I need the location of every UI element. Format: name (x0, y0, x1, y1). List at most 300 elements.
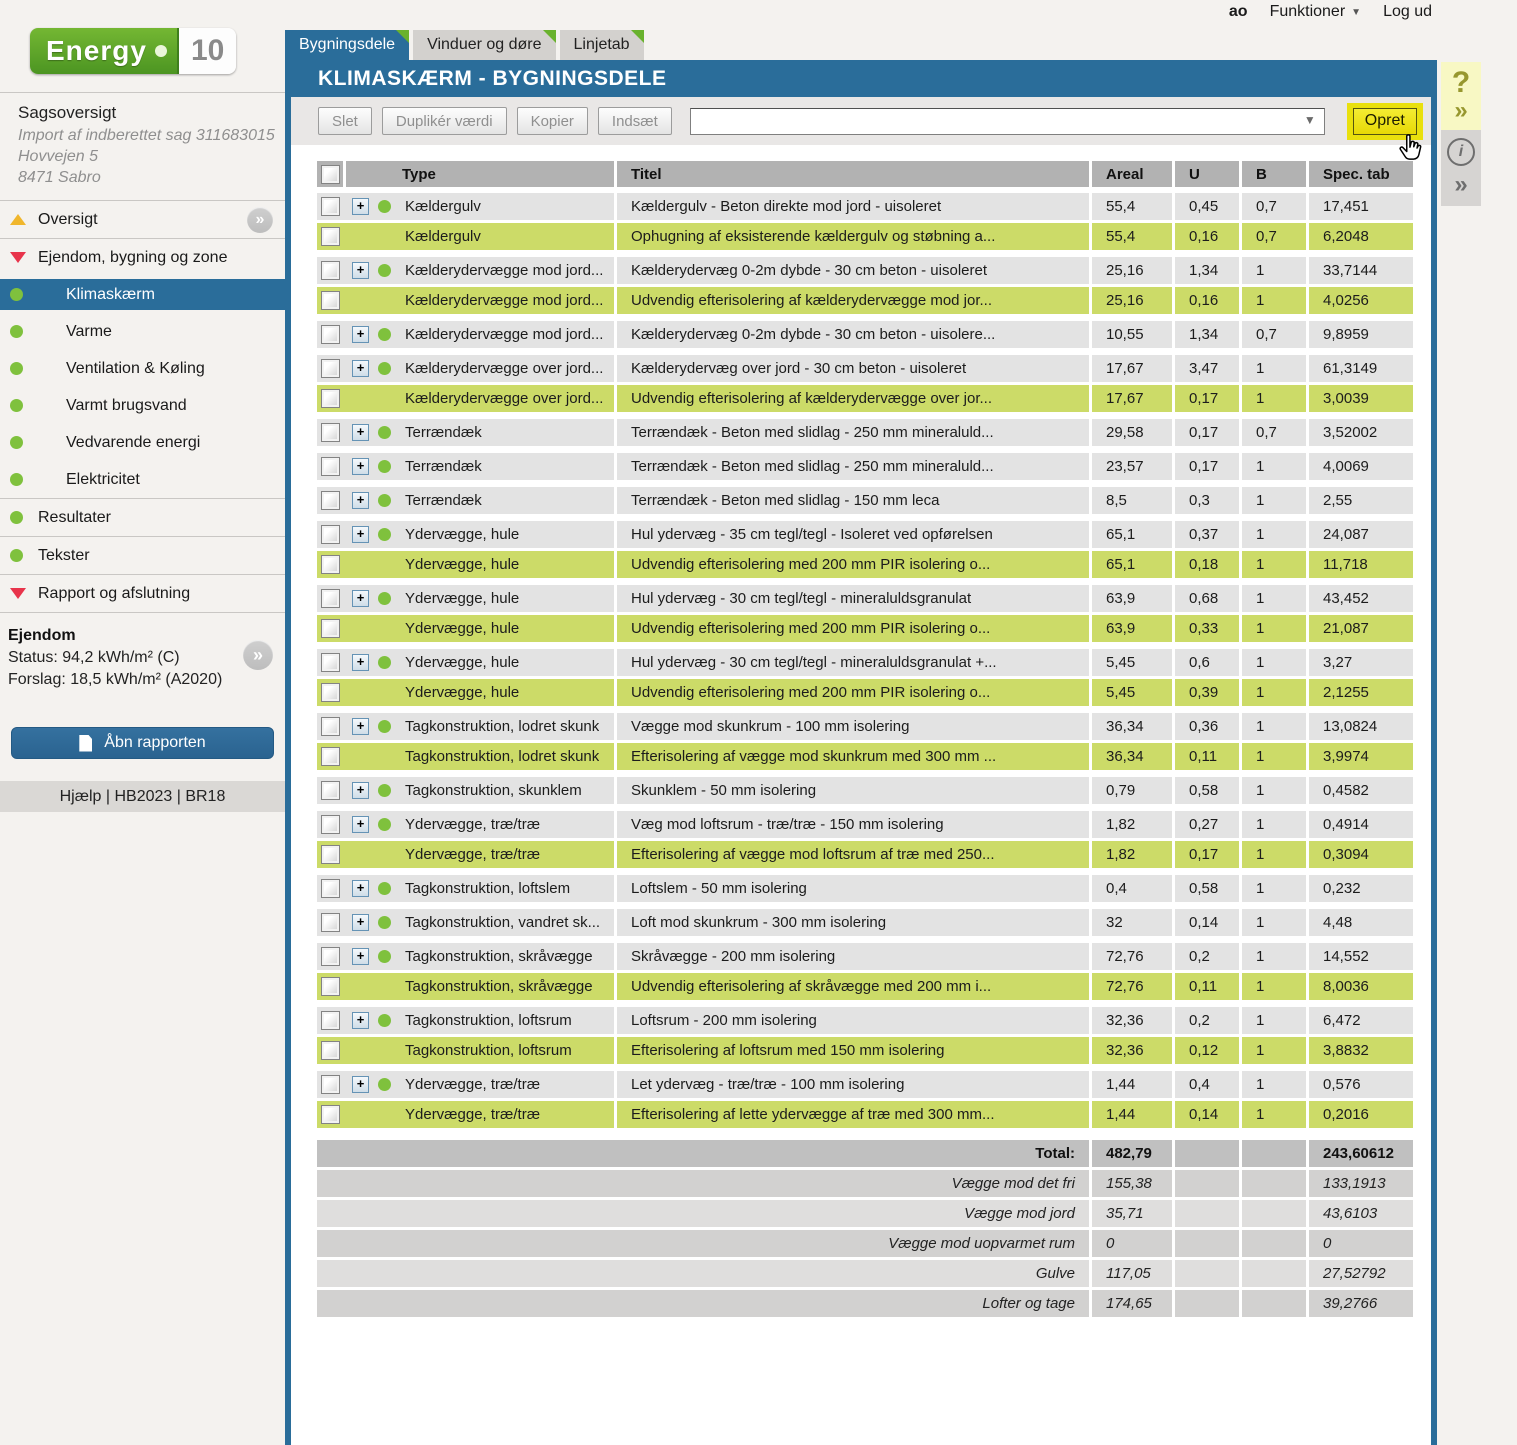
table-row[interactable] (317, 193, 1413, 220)
spec-tab-cell: 3,0039 (1309, 385, 1413, 412)
help-icon[interactable]: ? (1451, 66, 1471, 99)
sidebar-item-tekster[interactable]: Tekster (0, 537, 285, 574)
spec-tab-cell: 3,9974 (1309, 743, 1413, 770)
type-label: Ydervægge, træ/træ (405, 816, 541, 833)
type-label: Tagkonstruktion, vandret sk... (405, 914, 601, 931)
u-cell: 1,34 (1175, 257, 1239, 284)
spec-tab-cell: 13,0824 (1309, 713, 1413, 740)
row-checkbox[interactable] (321, 1075, 340, 1094)
table-row[interactable] (317, 1101, 1413, 1128)
spec-tab-cell: 3,8832 (1309, 1037, 1413, 1064)
u-cell: 0,2 (1175, 1007, 1239, 1034)
table-row[interactable] (317, 1037, 1413, 1064)
type-label: Ydervægge, træ/træ (405, 846, 541, 863)
tab-linjetab[interactable]: Linjetab (560, 30, 644, 60)
type-cell (317, 585, 614, 612)
areal-cell: 8,5 (1092, 487, 1172, 514)
sidebar (0, 0, 285, 1445)
row-checkbox[interactable] (321, 619, 340, 638)
row-checkbox[interactable] (321, 457, 340, 476)
status-dot-icon (378, 494, 391, 507)
info-icon[interactable]: i (1447, 138, 1475, 166)
total-spec: 133,1913 (1309, 1170, 1413, 1197)
expand-plus-icon[interactable]: + (352, 424, 369, 441)
row-checkbox[interactable] (321, 423, 340, 442)
spec-tab-cell: 43,452 (1309, 585, 1413, 612)
titel-cell: Kælderydervæg 0-2m dybde - 30 cm beton - uisoleret (617, 257, 1089, 284)
areal-cell: 1,44 (1092, 1071, 1172, 1098)
status-dot-icon (378, 818, 391, 831)
sidebar-item-varme[interactable]: Varme (0, 313, 285, 350)
u-cell: 0,12 (1175, 1037, 1239, 1064)
type-label: Ydervægge, hule (405, 556, 520, 573)
row-checkbox[interactable] (321, 491, 340, 510)
table-row[interactable] (317, 257, 1413, 284)
spec-tab-cell: 14,552 (1309, 943, 1413, 970)
kopier-button[interactable]: Kopier (517, 107, 588, 135)
row-checkbox[interactable] (321, 913, 340, 932)
table-row[interactable] (317, 321, 1413, 348)
u-cell: 0,58 (1175, 875, 1239, 902)
expand-plus-icon[interactable]: + (352, 948, 369, 965)
summary-row (317, 1170, 1413, 1197)
type-cell (317, 973, 614, 1000)
spec-tab-cell: 11,718 (1309, 551, 1413, 578)
total-spec: 39,2766 (1309, 1290, 1413, 1317)
areal-cell: 17,67 (1092, 355, 1172, 382)
table-row[interactable] (317, 811, 1413, 838)
type-cell (317, 943, 614, 970)
type-cell (317, 551, 614, 578)
status-dot-icon (10, 436, 30, 449)
table-header (317, 161, 1413, 187)
type-cell (317, 487, 614, 514)
spec-tab-cell: 0,4582 (1309, 777, 1413, 804)
expand-plus-icon[interactable]: + (352, 914, 369, 931)
table-row[interactable] (317, 453, 1413, 480)
row-checkbox[interactable] (321, 977, 340, 996)
row-checkbox[interactable] (321, 879, 340, 898)
areal-cell: 65,1 (1092, 521, 1172, 548)
titel-cell: Terrændæk - Beton med slidlag - 250 mm mineraluld... (617, 419, 1089, 446)
chevron-double-icon[interactable]: » (1454, 97, 1468, 124)
table-row[interactable] (317, 973, 1413, 1000)
forslag-line: Forslag: 18,5 kWh/m² (A2020) (8, 671, 223, 688)
titel-dropdown[interactable] (690, 108, 1325, 135)
total-areal: 482,79 (1092, 1140, 1172, 1167)
row-checkbox[interactable] (321, 389, 340, 408)
b-cell: 1 (1242, 257, 1306, 284)
type-label: Terrændæk (405, 492, 482, 509)
table-row[interactable] (317, 223, 1413, 250)
u-cell: 0,37 (1175, 521, 1239, 548)
b-cell: 1 (1242, 585, 1306, 612)
type-cell (317, 777, 614, 804)
slet-button[interactable]: Slet (318, 107, 372, 135)
type-label: Tagkonstruktion, loftsrum (405, 1042, 572, 1059)
energy10-logo (30, 28, 236, 74)
total-u (1175, 1140, 1239, 1167)
titel-cell: Udvendig efterisolering af skråvægge med 200 mm i... (617, 973, 1089, 1000)
row-checkbox[interactable] (321, 1011, 340, 1030)
chevron-double-icon[interactable]: » (1454, 171, 1468, 198)
row-checkbox[interactable] (321, 227, 340, 246)
status-dot-icon (378, 656, 391, 669)
areal-cell: 32,36 (1092, 1037, 1172, 1064)
select-all-checkbox[interactable] (321, 165, 340, 184)
logout-link[interactable]: Log ud (1383, 3, 1432, 20)
spec-tab-cell: 0,3094 (1309, 841, 1413, 868)
type-label: Kælderydervægge mod jord... (405, 326, 604, 343)
type-cell (317, 287, 614, 314)
total-row (317, 1140, 1413, 1167)
table-row[interactable] (317, 615, 1413, 642)
expand-plus-icon[interactable]: + (352, 526, 369, 543)
type-label: Terrændæk (405, 424, 482, 441)
titel-cell: Hul ydervæg - 30 cm tegl/tegl - mineraluldsgranulat +... (617, 649, 1089, 676)
total-label: Vægge mod jord (317, 1200, 1089, 1227)
titel-cell: Kælderydervæg over jord - 30 cm beton - uisoleret (617, 355, 1089, 382)
dupliker-vaerdi-button[interactable]: Duplikér værdi (382, 107, 507, 135)
row-checkbox[interactable] (321, 717, 340, 736)
type-label: Kælderydervægge mod jord... (405, 292, 604, 309)
table-row[interactable] (317, 943, 1413, 970)
status-dot-icon (10, 288, 30, 301)
spec-tab-cell: 17,451 (1309, 193, 1413, 220)
type-cell (317, 355, 614, 382)
row-checkbox[interactable] (321, 359, 340, 378)
type-label: Ydervægge, træ/træ (405, 1076, 541, 1093)
type-cell (317, 257, 614, 284)
type-cell (317, 453, 614, 480)
expand-plus-icon[interactable]: + (352, 654, 369, 671)
expand-plus-icon[interactable]: + (352, 1076, 369, 1093)
tab-corner-icon (543, 30, 556, 43)
titel-cell: Loftsrum - 200 mm isolering (617, 1007, 1089, 1034)
funktioner-menu[interactable] (1270, 3, 1362, 21)
case-line: Hovvejen 5 (18, 148, 99, 165)
status-dot-icon (378, 528, 391, 541)
table-row[interactable] (317, 487, 1413, 514)
tab-vinduer-og-dore[interactable]: Vinduer og døre (413, 30, 555, 60)
expand-plus-icon[interactable]: + (352, 360, 369, 377)
expand-plus-icon[interactable]: + (352, 782, 369, 799)
type-label: Tagkonstruktion, skråvægge (405, 978, 593, 995)
summary-row (317, 1230, 1413, 1257)
logo-number: 10 (190, 34, 225, 67)
type-cell (317, 521, 614, 548)
triangle-down-icon (10, 588, 30, 599)
b-cell: 1 (1242, 287, 1306, 314)
expand-plus-icon[interactable]: + (352, 590, 369, 607)
row-checkbox[interactable] (321, 589, 340, 608)
sidebar-item-rapport-afslutning[interactable]: Rapport og afslutning (0, 575, 285, 612)
u-cell: 1,34 (1175, 321, 1239, 348)
sidebar-item-klimaskaerm[interactable]: Klimaskærm (0, 279, 285, 310)
titel-cell: Hul ydervæg - 35 cm tegl/tegl - Isoleret ved opførelsen (617, 521, 1089, 548)
logo-white-part (177, 28, 236, 74)
type-cell (317, 743, 614, 770)
status-dot-icon (378, 784, 391, 797)
status-dot-icon (10, 511, 30, 524)
expand-plus-icon[interactable]: + (352, 880, 369, 897)
table-row[interactable] (317, 287, 1413, 314)
spec-tab-cell: 6,472 (1309, 1007, 1413, 1034)
b-cell: 1 (1242, 1007, 1306, 1034)
u-cell: 0,6 (1175, 649, 1239, 676)
ejendom-title: Ejendom (8, 627, 76, 644)
tab-corner-icon (631, 30, 644, 43)
u-cell: 0,27 (1175, 811, 1239, 838)
type-label: Ydervægge, hule (405, 526, 520, 543)
caret-down-icon: ▼ (1303, 112, 1316, 127)
row-checkbox[interactable] (321, 781, 340, 800)
page-title: KLIMASKÆRM - BYGNINGSDELE (291, 60, 1431, 97)
type-label: Kældergulv (405, 228, 481, 245)
titel-cell: Udvendig efterisolering med 200 mm PIR isolering o... (617, 615, 1089, 642)
info-rail-section (1441, 130, 1481, 206)
table-row[interactable] (317, 743, 1413, 770)
table-row[interactable] (317, 521, 1413, 548)
b-cell: 1 (1242, 649, 1306, 676)
b-cell: 1 (1242, 487, 1306, 514)
sidebar-footer-links[interactable]: Hjælp | HB2023 | BR18 (0, 781, 285, 812)
logo-dot-icon (155, 45, 167, 57)
logo-text: Energy (46, 35, 147, 66)
row-checkbox[interactable] (321, 747, 340, 766)
titel-cell: Skråvægge - 200 mm isolering (617, 943, 1089, 970)
status-dot-icon (10, 399, 30, 412)
titel-cell: Terrændæk - Beton med slidlag - 150 mm leca (617, 487, 1089, 514)
b-cell: 1 (1242, 841, 1306, 868)
expand-plus-icon[interactable]: + (352, 262, 369, 279)
areal-cell: 17,67 (1092, 385, 1172, 412)
spec-tab-cell: 6,2048 (1309, 223, 1413, 250)
triangle-down-icon (10, 252, 30, 263)
spec-tab-cell: 61,3149 (1309, 355, 1413, 382)
row-checkbox[interactable] (321, 1105, 340, 1124)
column-header-spec-tab: Spec. tab (1309, 161, 1413, 187)
total-label: Vægge mod det fri (317, 1170, 1089, 1197)
titel-cell: Skunklem - 50 mm isolering (617, 777, 1089, 804)
spec-tab-cell: 33,7144 (1309, 257, 1413, 284)
table-row[interactable] (317, 679, 1413, 706)
b-cell: 1 (1242, 811, 1306, 838)
row-checkbox[interactable] (321, 845, 340, 864)
titel-cell: Hul ydervæg - 30 cm tegl/tegl - mineraluldsgranulat (617, 585, 1089, 612)
titel-cell: Efterisolering af vægge mod skunkrum med 300 mm ... (617, 743, 1089, 770)
areal-cell: 32 (1092, 909, 1172, 936)
expand-plus-icon[interactable]: + (352, 492, 369, 509)
type-label: Tagkonstruktion, skunklem (405, 782, 582, 799)
expand-plus-icon[interactable]: + (352, 718, 369, 735)
expand-plus-icon[interactable]: + (352, 1012, 369, 1029)
status-line: Status: 94,2 kWh/m² (C) (8, 649, 180, 666)
row-checkbox[interactable] (321, 947, 340, 966)
titel-cell: Efterisolering af lette ydervægge af træ med 300 mm... (617, 1101, 1089, 1128)
row-checkbox[interactable] (321, 325, 340, 344)
row-checkbox[interactable] (321, 815, 340, 834)
type-cell (317, 1007, 614, 1034)
areal-cell: 63,9 (1092, 585, 1172, 612)
user-initials: ao (1228, 3, 1248, 20)
u-cell: 0,4 (1175, 1071, 1239, 1098)
total-label: Total: (317, 1140, 1089, 1167)
total-u (1175, 1290, 1239, 1317)
titel-cell: Udvendig efterisolering med 200 mm PIR isolering o... (617, 551, 1089, 578)
expand-chevron-button[interactable]: » (247, 207, 273, 233)
total-u (1175, 1260, 1239, 1287)
table-row[interactable] (317, 1071, 1413, 1098)
open-report-button[interactable]: Åbn rapporten (11, 727, 274, 759)
total-b (1242, 1260, 1306, 1287)
type-label: Ydervægge, hule (405, 590, 520, 607)
table-row[interactable] (317, 355, 1413, 382)
expand-plus-icon[interactable]: + (352, 816, 369, 833)
row-checkbox[interactable] (321, 525, 340, 544)
type-label: Ydervægge, hule (405, 620, 520, 637)
sidebar-item-varmt-brugsvand[interactable]: Varmt brugsvand (0, 387, 285, 424)
u-cell: 0,45 (1175, 193, 1239, 220)
u-cell: 0,36 (1175, 713, 1239, 740)
column-header-areal: Areal (1092, 161, 1172, 187)
spec-tab-cell: 2,55 (1309, 487, 1413, 514)
areal-cell: 5,45 (1092, 649, 1172, 676)
b-cell: 1 (1242, 875, 1306, 902)
b-cell: 1 (1242, 943, 1306, 970)
table-row[interactable] (317, 419, 1413, 446)
table-row[interactable] (317, 909, 1413, 936)
u-cell: 0,39 (1175, 679, 1239, 706)
panel-body (285, 60, 1437, 1445)
row-checkbox[interactable] (321, 197, 340, 216)
expand-chevron-button[interactable]: » (243, 640, 273, 670)
tab-bar (285, 30, 1437, 60)
row-checkbox[interactable] (321, 555, 340, 574)
total-b (1242, 1230, 1306, 1257)
u-cell: 3,47 (1175, 355, 1239, 382)
b-cell: 1 (1242, 743, 1306, 770)
table-row[interactable] (317, 1007, 1413, 1034)
row-checkbox[interactable] (321, 683, 340, 702)
summary-row (317, 1200, 1413, 1227)
titel-cell: Let ydervæg - træ/træ - 100 mm isolering (617, 1071, 1089, 1098)
u-cell: 0,18 (1175, 551, 1239, 578)
type-label: Tagkonstruktion, loftslem (405, 880, 571, 897)
b-cell: 1 (1242, 453, 1306, 480)
sidebar-item-oversigt[interactable]: Oversigt » (0, 201, 285, 238)
spec-tab-cell: 24,087 (1309, 521, 1413, 548)
u-cell: 0,2 (1175, 943, 1239, 970)
table-totals (317, 1140, 1413, 1317)
type-cell (317, 223, 614, 250)
table-row[interactable] (317, 841, 1413, 868)
areal-cell: 32,36 (1092, 1007, 1172, 1034)
u-cell: 0,33 (1175, 615, 1239, 642)
row-checkbox[interactable] (321, 653, 340, 672)
b-cell: 0,7 (1242, 223, 1306, 250)
expand-plus-icon[interactable]: + (352, 458, 369, 475)
titel-cell: Udvendig efterisolering af kælderydervægge mod jor... (617, 287, 1089, 314)
row-checkbox[interactable] (321, 1041, 340, 1060)
bygningsdele-table (317, 161, 1413, 1317)
spec-tab-cell: 0,2016 (1309, 1101, 1413, 1128)
table-row[interactable] (317, 875, 1413, 902)
type-label: Tagkonstruktion, loftsrum (405, 1012, 572, 1029)
total-b (1242, 1290, 1306, 1317)
table-row[interactable] (317, 777, 1413, 804)
spec-tab-cell: 4,0256 (1309, 287, 1413, 314)
total-u (1175, 1170, 1239, 1197)
type-label: Tagkonstruktion, lodret skunk (405, 718, 600, 735)
row-checkbox[interactable] (321, 291, 340, 310)
toolbar (291, 97, 1431, 145)
table-row[interactable] (317, 649, 1413, 676)
total-spec: 0 (1309, 1230, 1413, 1257)
table-row[interactable] (317, 385, 1413, 412)
areal-cell: 5,45 (1092, 679, 1172, 706)
areal-cell: 25,16 (1092, 287, 1172, 314)
status-dot-icon (378, 328, 391, 341)
type-cell (317, 1037, 614, 1064)
sidebar-item-ejendom-bygning-zone[interactable]: Ejendom, bygning og zone (0, 239, 285, 276)
u-cell: 0,17 (1175, 841, 1239, 868)
spec-tab-cell: 9,8959 (1309, 321, 1413, 348)
expand-plus-icon[interactable]: + (352, 326, 369, 343)
status-dot-icon (378, 426, 391, 439)
titel-cell: Udvendig efterisolering med 200 mm PIR isolering o... (617, 679, 1089, 706)
triangle-up-icon (10, 214, 30, 225)
status-dot-icon (378, 720, 391, 733)
sidebar-item-resultater[interactable]: Resultater (0, 499, 285, 536)
summary-row (317, 1290, 1413, 1317)
b-cell: 0,7 (1242, 419, 1306, 446)
spec-tab-cell: 4,0069 (1309, 453, 1413, 480)
tab-bygningsdele[interactable]: Bygningsdele (285, 30, 409, 60)
sidebar-item-elektricitet[interactable]: Elektricitet (0, 461, 285, 498)
table-row[interactable] (317, 585, 1413, 612)
expand-plus-icon[interactable]: + (352, 198, 369, 215)
total-areal: 117,05 (1092, 1260, 1172, 1287)
sidebar-item-vedvarende-energi[interactable]: Vedvarende energi (0, 424, 285, 461)
type-label: Kælderydervægge over jord... (405, 360, 604, 377)
document-icon (79, 735, 92, 752)
row-checkbox[interactable] (321, 261, 340, 280)
type-label: Ydervægge, hule (405, 684, 520, 701)
total-u (1175, 1230, 1239, 1257)
ejendom-status-block (0, 613, 285, 701)
table-row[interactable] (317, 713, 1413, 740)
u-cell: 0,11 (1175, 743, 1239, 770)
areal-cell: 23,57 (1092, 453, 1172, 480)
status-dot-icon (10, 362, 30, 375)
total-areal: 174,65 (1092, 1290, 1172, 1317)
opret-highlight (1347, 103, 1423, 140)
b-cell: 1 (1242, 521, 1306, 548)
type-label: Tagkonstruktion, skråvægge (405, 948, 593, 965)
u-cell: 0,17 (1175, 419, 1239, 446)
type-cell (317, 419, 614, 446)
total-label: Vægge mod uopvarmet rum (317, 1230, 1089, 1257)
total-label: Lofter og tage (317, 1290, 1089, 1317)
areal-cell: 10,55 (1092, 321, 1172, 348)
areal-cell: 29,58 (1092, 419, 1172, 446)
sidebar-item-ventilation-koling[interactable]: Ventilation & Køling (0, 350, 285, 387)
indsaet-button[interactable]: Indsæt (598, 107, 672, 135)
opret-button[interactable]: Opret (1353, 108, 1417, 135)
table-row[interactable] (317, 551, 1413, 578)
areal-cell: 1,82 (1092, 811, 1172, 838)
